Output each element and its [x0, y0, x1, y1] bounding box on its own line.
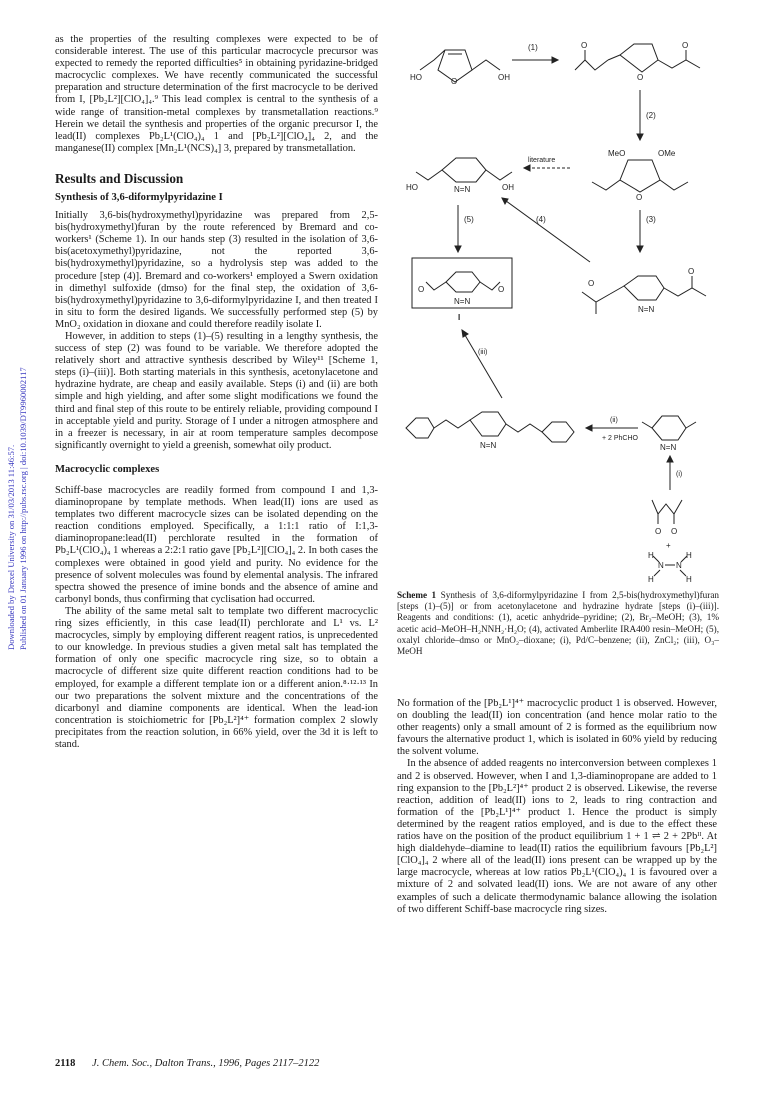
scheme-caption — [397, 590, 719, 657]
plus-label: + — [666, 541, 671, 550]
download-watermark — [2, 290, 32, 650]
page-footer — [55, 1058, 319, 1069]
step-3-label: (3) — [646, 215, 656, 224]
furan-diacetate-structure — [575, 41, 700, 82]
o-label: O — [655, 527, 662, 536]
arrow-step-2 — [637, 90, 656, 140]
o-label: O — [588, 279, 595, 288]
step-i-label: (i) — [676, 471, 683, 478]
o-label: O — [418, 285, 425, 294]
oh-label: OH — [498, 73, 510, 82]
right-column — [397, 698, 717, 916]
literature-label: literature — [528, 157, 556, 164]
right-paragraph-1: No formation of the [Pb₂L¹]⁴⁺ macrocyclic product 1 is observed. However, on doubling the lead(II) ion concentration (and hence molar ratio to the other reagents) only a small amount of 2 is formed as the equilibrium now favours the alternative product 1, which is isolated in 60% yield by reducing the solvent volume. — [397, 698, 717, 758]
o-label: O — [581, 41, 588, 50]
step-iii-label: (iii) — [478, 349, 488, 356]
oh-label: OH — [502, 183, 514, 192]
o-label: O — [688, 267, 695, 276]
step-5-label: (5) — [464, 215, 474, 224]
o-label: O — [682, 41, 689, 50]
nn-label: N=N — [480, 441, 497, 450]
nn-label: N=N — [638, 305, 655, 314]
n-label: N — [658, 561, 664, 570]
ho-label: HO — [406, 183, 418, 192]
arrow-step-iii — [462, 330, 502, 398]
caption-text: Synthesis of 3,6-diformylpyridazine I from 2,5-bis(hydroxymethyl)furan [steps (1)–(5)] or from acetonylacetone and hydrazine hydrate [steps (i)–(iii)]. Reagents and conditions: (1), acetic anhydride–pyridine; (2), Br₂–MeOH; (3), 1% acetic acid–MeOH–H₂NNH₂·H₂O; (4), activated Amberlite IRA400 resin–MeOH; (5), oxalyl chloride–dmso or MnO₂–dioxane; (i), Pd/C–benzene; (ii), ZnCl₂; (iii), O₃–MeOH — [397, 590, 720, 657]
furan-diol-structure — [410, 50, 510, 86]
step-2-label: (2) — [646, 111, 656, 120]
step-4-label: (4) — [536, 215, 546, 224]
dimethylpyridazine-structure — [642, 416, 696, 452]
arrow-step-ii — [586, 417, 639, 442]
synthesis-paragraph-1: Initially 3,6-bis(hydroxymethyl)pyridazine was prepared from 2,5-bis(hydroxymethyl)furan by the route referenced by Bremard and co-workers¹ (Scheme 1). In our hands step (3) resulted in the isolation of 3,6-bis(acetoxymethyl)pyridazine, not the reported 3,6-bis(hydroxymethyl)pyridazine, so a hydrolysis step was added to the procedure [step (4)]. Bremard and co-workers¹ employed a Swern oxidation in dimethyl sulfoxide (dmso) for the final step, the oxidation of 3,6-bis(hydroxymethyl)pyridazine to 3,6-diformylpyridazine I, and then treated I in situ to form the desired ligands. We successfully performed step (5) by MnO₂ oxidation in dioxane and could therefore readily isolate I. — [55, 210, 378, 330]
arrow-literature — [524, 157, 570, 171]
left-column — [55, 34, 378, 751]
arrow-step-1 — [512, 43, 558, 63]
right-paragraph-2: In the absence of added reagents no interconversion between complexes 1 and 2 is observed. However, when I and 1,3-diaminopropane are added to 1 ring expansion to the [Pb₂L²]⁴⁺ product 2 is observed. Likewise, the reverse reaction, addition of lead(II) ions to 2, leads to ring contraction and formation of the [Pb₂L¹]⁴⁺ product 1. Hence the product is simply determined by the reagent ratios employed, and is due to the effect these ratios have on the position of the product equilibrium 1 + 1 ⇌ 2 + 2Pbᴵᴵ. At high dialdehyde–diamine to lead(II) ratios the equilibrium favours [Pb₂L²][ClO₄]₄ 2 where all of the lead(II) ions present can be wrapped up by the large macrocycle, whereas at low ratios Pb₂L¹(ClO₄)₄ 1 is favoured over a mixture of 2 and solvated lead(II) ions. We are not aware of any other examples of such a delicate thermodynamic balance allowing the isolation of two different Schiff-base macrocycle ring sizes. — [397, 758, 717, 915]
h-label: H — [648, 551, 654, 560]
scheme-1-figure — [390, 30, 730, 590]
subsection-title-macrocyclic: Macrocyclic complexes — [55, 463, 160, 475]
o-label: O — [671, 527, 678, 536]
h-label: H — [686, 551, 692, 560]
download-line: Downloaded by Drexel University on 31/03/2013 11:46:57. — [6, 444, 16, 650]
intro-paragraph: as the properties of the resulting complexes were expected to be of considerable interest. The use of this particular macrocycle precursor was expected to remedy the reported difficulties⁵ in obtaining pyridazine-bridged macrocyclic complexes. We have recently communicated the successful preparation and structure determination of the first macrocycle to be derived from I, [Pb₂L²][ClO₄]₄.⁹ This lead complex is central to the synthesis of a wide range of transition-metal complexes by transmetallation reactions.⁹ Herein we detail the synthesis and properties of the organic precursor I, the lead(II) complexes Pb₂L¹(ClO₄)₄ 1 and [Pb₂L²][ClO₄]₄ 2, and the manganese(II) complex [Mn₂L¹(NCS)₄] 3, prepared by transmetallation. — [55, 34, 378, 154]
compound-I-box — [412, 258, 512, 322]
arrow-step-3 — [637, 210, 656, 252]
o-label: O — [637, 73, 644, 82]
step-ii-label: (ii) — [610, 417, 618, 424]
h-label: H — [686, 575, 692, 584]
acetonylacetone-structure — [652, 500, 682, 536]
o-label: O — [451, 77, 458, 86]
nn-label: N=N — [454, 297, 471, 306]
arrow-step-4 — [502, 198, 590, 262]
reagent-ii-label: + 2 PhCHO — [602, 435, 638, 442]
o-label: O — [498, 285, 505, 294]
page-number: 2118 — [55, 1058, 76, 1069]
arrow-step-5 — [455, 205, 474, 252]
dimethoxy-structure — [592, 149, 688, 202]
ome-label: OMe — [658, 149, 676, 158]
synthesis-paragraph-2: However, in addition to steps (1)–(5) resulting in a lengthy synthesis, the success of step (2) was found to be variable. We therefore adopted the relatively short and attractive synthesis described by Wiley¹¹ [Scheme 1, steps (i)–(iii)]. Both starting materials in this synthesis, acetonylacetone and hydrazine hydrate, are cheap and easily available. Steps (i) and (ii) are both simple and high yielding, and after some slight modifications we found the third and final step of this route to be entirely reliable, providing compound I in acceptable yield and purity. Storage of I under a nitrogen atmosphere and in a freezer is necessary, in air at room temperature samples decompose significantly overnight to yield a greenish, somewhat oily product. — [55, 330, 378, 451]
caption-label: Scheme 1 — [397, 590, 437, 600]
step-1-label: (1) — [528, 43, 538, 52]
pyridazine-diacetate-structure — [582, 267, 706, 314]
macrocyclic-paragraph-1: Schiff-base macrocycles are readily formed from compound I and 1,3-diaminopropane by template methods. When lead(II) ions are used as templates two different macrocycle sizes can be isolated depending on the reaction conditions employed. Specifically, a 1:1:1 ratio of I:1,3-diaminopropane:lead(II) perchlorate resulted in the formation of Pb₂L¹(ClO₄)₄ 1 whereas a 2:2:1 ratio gave [Pb₂L²][ClO₄]₄ 2. In both cases the complexes were obtained in good yield and purity. No evidence for the presence of solvent molecules was found by elemental analysis. The infrared spectra showed the presence of imine bonds and the absence of amine and carbonyl bonds, thus confirming that cyclisation had occurred. — [55, 485, 378, 605]
compound-I-label: I — [458, 313, 461, 322]
journal-citation: J. Chem. Soc., Dalton Trans., 1996, Pages 2117–2122 — [92, 1058, 320, 1069]
subsection-title-synthesis: Synthesis of 3,6-diformylpyridazine I — [55, 191, 223, 203]
hydrazine-structure — [648, 551, 692, 584]
ho-label: HO — [410, 73, 422, 82]
o-label: O — [636, 193, 643, 202]
meo-label: MeO — [608, 149, 626, 158]
macrocyclic-paragraph-2: The ability of the same metal salt to template two different macrocyclic ring sizes efficiently, in this case lead(II) perchlorate and L¹ vs. L² macrocycles, simply by employing different reagent ratios, is unprecedented to our knowledge. In previous studies a given metal salt has templated the formation of only one specific macrocycle ring size, so to obtain a macrocycle of different size quite different reaction conditions had to be employed, for example a different template ion or a different anion.⁸·¹²·¹³ In our two preparations the solvent mixture and the concentrations of the dicarbonyl and diamine components are identical. When the lead-ion concentration is stoichiometric for [Pb₂L²]⁴⁺ formation complex 2 slowly precipitates from the reaction solution, in 66% yield, over the 3d it is left to stand. — [55, 605, 378, 750]
published-line[interactable]: Published on 01 January 1996 on http://pubs.rsc.org | doi:10.1039/DT9960002117 — [18, 367, 28, 650]
n-label: N — [676, 561, 682, 570]
distyrylpyridazine-structure — [406, 412, 574, 450]
arrow-step-i — [667, 456, 682, 490]
nn-label: N=N — [660, 443, 677, 452]
h-label: H — [648, 575, 654, 584]
nn-label: N=N — [454, 185, 471, 194]
pyridazine-diol-structure — [406, 158, 514, 194]
section-title: Results and Discussion — [55, 170, 184, 186]
